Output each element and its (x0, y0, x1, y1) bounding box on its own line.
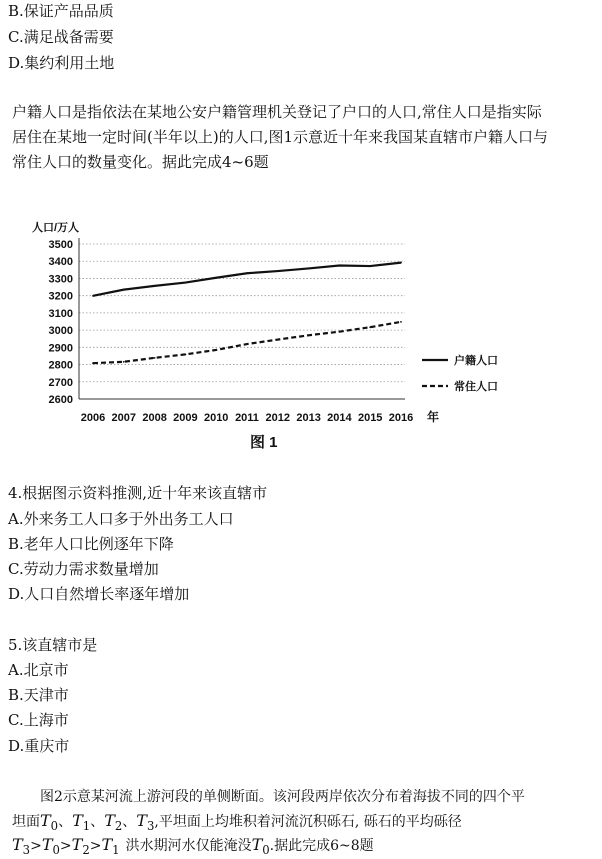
data-point (215, 277, 217, 279)
x-tick-label: 2012 (265, 412, 291, 424)
data-point (277, 270, 279, 272)
t1-sub: 1 (82, 818, 91, 833)
q4-stem: 4.根据图示资料推测,近十年来该直辖市 (8, 484, 268, 502)
data-point (215, 349, 217, 351)
data-point (308, 334, 310, 336)
data-point (246, 272, 248, 274)
data-point (92, 295, 94, 297)
t0-sub: 0 (50, 818, 59, 833)
x-tick-label: 2011 (235, 412, 259, 424)
option-d-prev: D.集约利用土地 (8, 54, 115, 72)
q5-option-a: A.北京市 (8, 661, 69, 679)
y-tick-label: 3100 (48, 307, 73, 320)
sep: 、 (122, 814, 137, 830)
data-point (369, 326, 371, 328)
intro-line-3: 常住人口的数量变化。据此完成4~6题 (12, 153, 269, 171)
data-point (92, 362, 94, 364)
x-axis-unit: 年 (427, 410, 440, 424)
fig2-line-1 (40, 788, 525, 806)
q5-option-c: C.上海市 (8, 711, 69, 729)
fig2-line2-start: 坦面 (12, 814, 40, 830)
y-tick-label: 2600 (48, 394, 73, 406)
data-point (154, 285, 156, 287)
population-line-chart (30, 215, 550, 460)
t0-symbol: T (40, 811, 51, 830)
t3-symbol: T (12, 835, 23, 854)
x-tick-label: 2006 (80, 412, 106, 424)
q4-option-b: B.老年人口比例逐年下降 (8, 535, 174, 553)
x-tick-label: 2015 (357, 412, 383, 424)
y-axis-label: 人口/万人 (32, 222, 80, 234)
y-tick-label: 3200 (48, 290, 73, 303)
q4-option-d: D.人口自然增长率逐年增加 (8, 585, 190, 603)
t2-sub: 2 (82, 842, 90, 857)
legend-label: 常住人口 (454, 381, 498, 393)
intro-line-1: 户籍人口是指依法在某地公安户籍管理机关登记了户口的人口,常住人口是指实际 (12, 103, 542, 121)
x-tick-label: 2009 (173, 412, 198, 424)
series-line-2 (93, 322, 401, 363)
fig2-line2-rest: ,平坦面上均堆积着河流沉积砾石, 砾石的平均砾径 (154, 814, 462, 830)
t2-symbol: T (71, 835, 83, 854)
series-line-1 (93, 263, 401, 296)
y-tick-label: 3500 (48, 239, 73, 251)
fig2-line1-text: 图2示意某河流上游河段的单侧断面。该河段两岸依次分布着海拔不同的四个平 (40, 789, 525, 805)
legend-label: 户籍人口 (454, 355, 498, 367)
t2-sub: 2 (114, 818, 123, 833)
y-tick-label: 3000 (48, 325, 73, 338)
data-point (400, 321, 402, 323)
data-point (369, 265, 371, 267)
data-point (339, 265, 341, 267)
x-tick-label: 2008 (142, 412, 167, 424)
t3-sub: 3 (146, 818, 155, 833)
figure-caption: 图 1 (250, 434, 278, 451)
t0-sub: 0 (262, 842, 270, 857)
q5-option-d: D.重庆市 (8, 737, 70, 755)
data-point (154, 357, 156, 359)
data-point (339, 331, 341, 333)
t3-symbol: T (136, 811, 147, 830)
y-tick-label: 2700 (48, 376, 73, 389)
q4-option-c: C.劳动力需求数量增加 (8, 560, 159, 578)
option-b-prev: B.保证产品品质 (8, 2, 114, 20)
x-tick-label: 2013 (296, 412, 321, 424)
q5-stem: 5.该直辖市是 (8, 636, 98, 654)
data-point (400, 262, 402, 264)
x-tick-label: 2007 (111, 412, 137, 424)
y-tick-label: 2900 (48, 342, 73, 355)
t1-symbol: T (72, 811, 83, 830)
fig2-line-2 (12, 812, 462, 835)
t0-symbol: T (41, 835, 53, 854)
x-tick-label: 2010 (203, 412, 229, 424)
intro-line-2: 居住在某地一定时间(半年以上)的人口,图1示意近十年来我国某直辖市户籍人口与 (12, 128, 549, 146)
fig2-line3-end: .据此完成6~8题 (269, 838, 374, 854)
data-point (308, 268, 310, 270)
x-tick-label: 2016 (388, 412, 414, 424)
gt: > (59, 838, 72, 854)
q5-option-b: B.天津市 (8, 686, 69, 704)
gt: > (30, 838, 42, 854)
t0-sub: 0 (52, 842, 60, 857)
fig2-line-3 (12, 836, 374, 859)
data-point (123, 289, 125, 291)
y-tick-label: 2800 (48, 359, 73, 372)
t1-symbol: T (101, 835, 113, 854)
population-chart (30, 215, 550, 460)
sep: 、 (58, 814, 73, 830)
data-point (185, 282, 187, 284)
t1-sub: 1 (112, 842, 120, 857)
y-tick-label: 3300 (48, 273, 73, 286)
data-point (123, 361, 125, 363)
data-point (185, 353, 187, 355)
t3-sub: 3 (22, 842, 31, 857)
t0-symbol: T (251, 835, 263, 854)
q4-option-a: A.外来务工人口多于外出务工人口 (8, 510, 234, 528)
y-tick-label: 3400 (48, 256, 73, 269)
t2-symbol: T (104, 811, 115, 830)
fig2-line3-mid: 洪水期河水仅能淹没 (125, 838, 252, 854)
data-point (277, 339, 279, 341)
sep: 、 (90, 814, 105, 830)
gt: > (89, 838, 102, 854)
x-tick-label: 2014 (327, 412, 352, 424)
data-point (246, 343, 248, 345)
option-c-prev: C.满足战备需要 (8, 28, 114, 46)
